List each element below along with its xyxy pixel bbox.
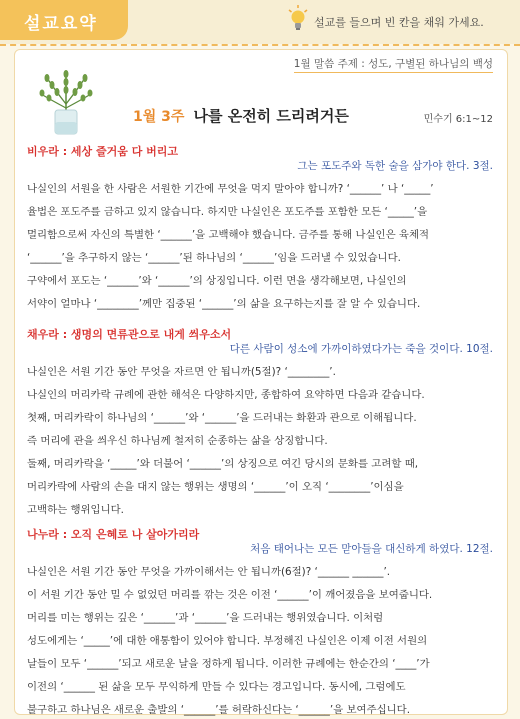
section-verse: 처음 태어나는 모든 맏아들을 대신하게 하였다. 12절. (250, 543, 493, 555)
body-line: 율법은 포도주를 금하고 있지 않습니다. 하지만 나실인은 포도주를 포함한 모든 ‘_____’을 (27, 206, 428, 218)
body-line: 나실인의 머리카락 규례에 관한 해석은 다양하지만, 종합하여 요약하면 다음과 같습니다. (27, 389, 425, 401)
body-line: 나실인의 서원을 한 사람은 서원한 기간에 무엇을 먹지 말아야 합니까? ‘______’ 나 ‘_____’ (27, 183, 434, 195)
body-line: 구약에서 포도는 ‘______’와 ‘______’의 상징입니다. 이런 면을 생각해보면, 나실인의 (27, 275, 407, 287)
body-line: 나실인은 서원 기간 동안 무엇을 가까이해서는 안 됩니까(6절)? ‘______ ______’. (27, 566, 391, 578)
body-line: 날들이 모두 ‘______’되고 새로운 날을 정하게 됩니다. 이러한 규례에는 한순간의 ‘____’가 (27, 658, 430, 670)
body-line: 둘째, 머리카락을 ‘_____’와 더불어 ‘______’의 상징으로 여긴 당시의 문화를 고려할 때, (27, 458, 419, 470)
section-tab (0, 0, 128, 40)
section-verse: 다른 사람이 성소에 가까이하였다가는 죽을 것이다. 10절. (229, 343, 493, 355)
section-heading: 비우라 : 세상 즐거움 다 버리고 (27, 145, 179, 158)
header-bar (0, 0, 520, 44)
body-line: 멀리함으로써 자신의 특별한 ‘______’을 고백해야 했습니다. 금주를 통해 나실인은 육체적 (27, 229, 430, 241)
body-line: ‘______’을 추구하지 않는 ‘______’된 하나님의 ‘______’임을 드러낼 수 있었습니다. (27, 252, 401, 264)
lightbulb-icon (287, 4, 309, 34)
plant-vase-icon (37, 64, 95, 136)
sermon-date: 1월 3주 (133, 109, 185, 125)
body-line: 이전의 ‘______ 된 삶을 모두 무익하게 만들 수 있다는 경고입니다. 동시에, 그럼에도 (27, 681, 406, 693)
tab-label: 설교요약 (24, 14, 98, 34)
body-line: 불구하고 하나님은 새로운 출발의 ‘______’를 허락하신다는 ‘______’을 보여주십니다. (27, 704, 411, 716)
scripture-reference: 민수기 6:1~12 (423, 114, 493, 125)
body-line: 성도에게는 ‘_____’에 대한 애통함이 있어야 합니다. 부정해진 나실인은 이제 이전 서원의 (27, 635, 428, 647)
body-line: 즉 머리에 관을 씌우신 하나님께 철저히 순종하는 삶을 상징합니다. (27, 435, 328, 447)
body-line: 나실인은 서원 기간 동안 무엇을 자르면 안 됩니까(5절)? ‘________’. (27, 366, 336, 378)
section-heading: 나누라 : 오직 은혜로 나 살아가리라 (27, 528, 200, 541)
body-line: 머리카락에 사람의 손을 대지 않는 행위는 생명의 ‘______’이 오직 ‘________’이심을 (27, 481, 404, 493)
instruction-text: 설교를 들으며 빈 칸을 채워 가세요. (314, 16, 484, 29)
sermon-title-row (133, 105, 349, 126)
body-line: 고백하는 행위입니다. (27, 504, 124, 516)
monthly-theme: 1월 말씀 주제 : 성도, 구별된 하나님의 백성 (294, 56, 493, 73)
summary-card (14, 49, 508, 715)
body-line: 이 서원 기간 동안 밀 수 없었던 머리를 깎는 것은 이전 ‘______’이 깨어졌음을 보여줍니다. (27, 589, 433, 601)
sermon-title: 나를 온전히 드리려거든 (193, 107, 349, 125)
dashed-divider (0, 44, 520, 46)
section-verse: 그는 포도주와 독한 술을 삼가야 한다. 3절. (297, 160, 493, 172)
body-line: 머리를 미는 행위는 깊은 ‘______’과 ‘______’을 드러내는 행위였습니다. 이처럼 (27, 612, 384, 624)
section-heading: 채우라 : 생명의 면류관으로 내게 씌우소서 (27, 328, 232, 341)
body-line: 첫째, 머리카락이 하나님의 ‘______’와 ‘______’을 드러내는 화환과 관으로 이해됩니다. (27, 412, 417, 424)
body-line: 서약이 얼마나 ‘________’께만 집중된 ‘______’의 삶을 요구하는지를 잘 알 수 있습니다. (27, 298, 421, 310)
